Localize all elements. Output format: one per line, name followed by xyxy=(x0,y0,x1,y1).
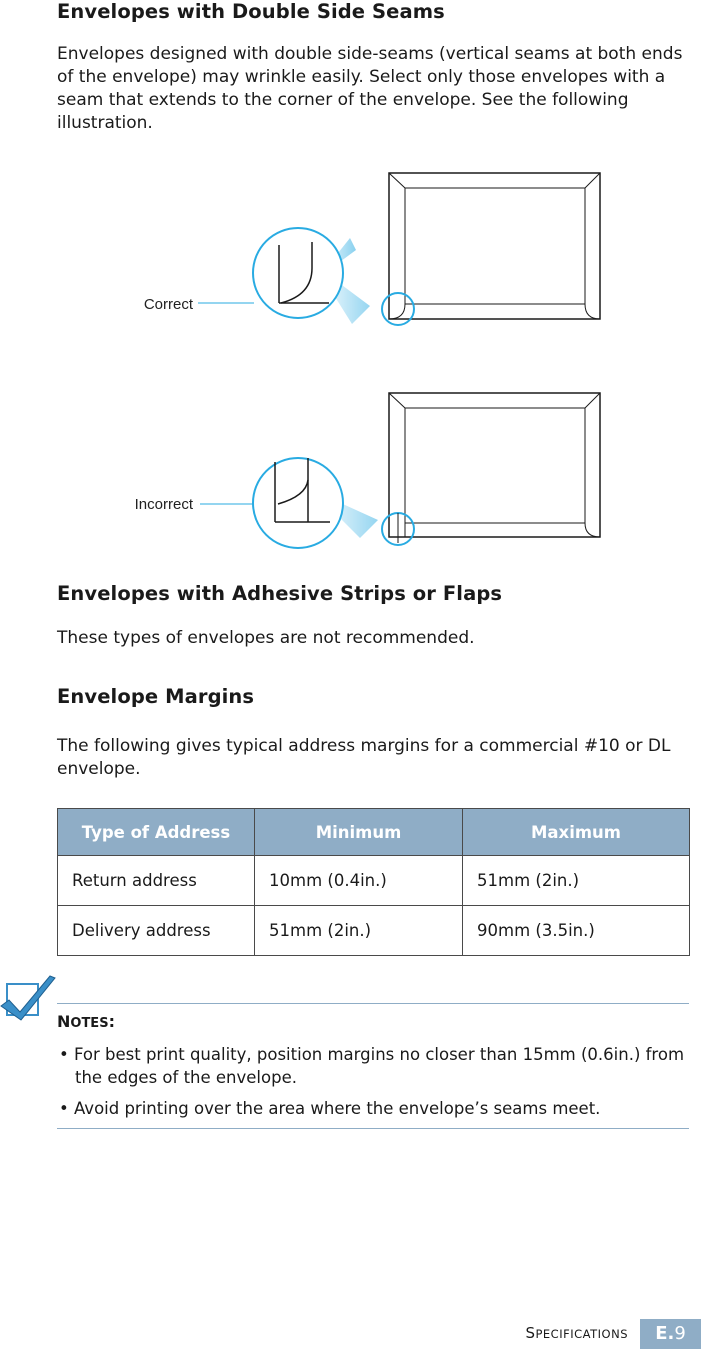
paragraph-double-side-seams: Envelopes designed with double side-seams (vertical seams at both ends of the envelope) may wrinkle easily. Select only those envelopes with a seam that extends to the corner of the envelope. See the following illustration. xyxy=(57,44,683,133)
heading-double-side-seams: Envelopes with Double Side Seams xyxy=(57,0,445,23)
cell-address-type: Return address xyxy=(58,856,255,906)
notes-title-rest: OTES xyxy=(70,1016,109,1031)
incorrect-envelope xyxy=(135,393,600,548)
cell-maximum: 90mm (3.5in.) xyxy=(463,906,690,956)
footer-section-rest: PECIFICATIONS xyxy=(535,1327,628,1341)
cell-address-type: Delivery address xyxy=(58,906,255,956)
table-row xyxy=(58,906,690,956)
note-item: • For best print quality, position margins no closer than 15mm (0.6in.) from the edges of the envelope. xyxy=(59,1045,685,1087)
margins-table xyxy=(57,808,690,956)
notes-bottom-rule xyxy=(57,1128,689,1129)
page-letter: E. xyxy=(655,1323,675,1344)
header-maximum: Maximum xyxy=(463,809,690,856)
heading-adhesive-strips: Envelopes with Adhesive Strips or Flaps xyxy=(57,582,503,605)
paragraph-adhesive-strips: These types of envelopes are not recommended. xyxy=(57,628,475,648)
page-number: 9 xyxy=(674,1323,686,1344)
cell-maximum: 51mm (2in.) xyxy=(463,856,690,906)
page-number-badge xyxy=(640,1319,701,1349)
cell-minimum: 51mm (2in.) xyxy=(255,906,463,956)
paragraph-envelope-margins: The following gives typical address margins for a commercial #10 or DL envelope. xyxy=(57,736,671,779)
envelope-seam-illustration xyxy=(0,160,701,560)
header-type-of-address: Type of Address xyxy=(58,809,255,856)
header-minimum: Minimum xyxy=(255,809,463,856)
note-item: • Avoid printing over the area where the envelope’s seams meet. xyxy=(59,1099,601,1118)
notes-title xyxy=(57,1012,115,1031)
table-row xyxy=(58,856,690,906)
notes-title-colon: : xyxy=(108,1012,115,1031)
footer-section-initial: S xyxy=(525,1324,536,1342)
correct-label: Correct xyxy=(143,296,193,313)
heading-envelope-margins: Envelope Margins xyxy=(57,685,255,708)
table-header-row xyxy=(58,809,690,856)
incorrect-label: Incorrect xyxy=(134,496,193,513)
cell-minimum: 10mm (0.4in.) xyxy=(255,856,463,906)
correct-envelope xyxy=(144,173,600,325)
notes-title-initial: N xyxy=(57,1012,71,1031)
checkmark-icon xyxy=(0,972,56,1022)
footer-section-label xyxy=(525,1324,628,1342)
notes-top-rule xyxy=(57,1003,689,1004)
